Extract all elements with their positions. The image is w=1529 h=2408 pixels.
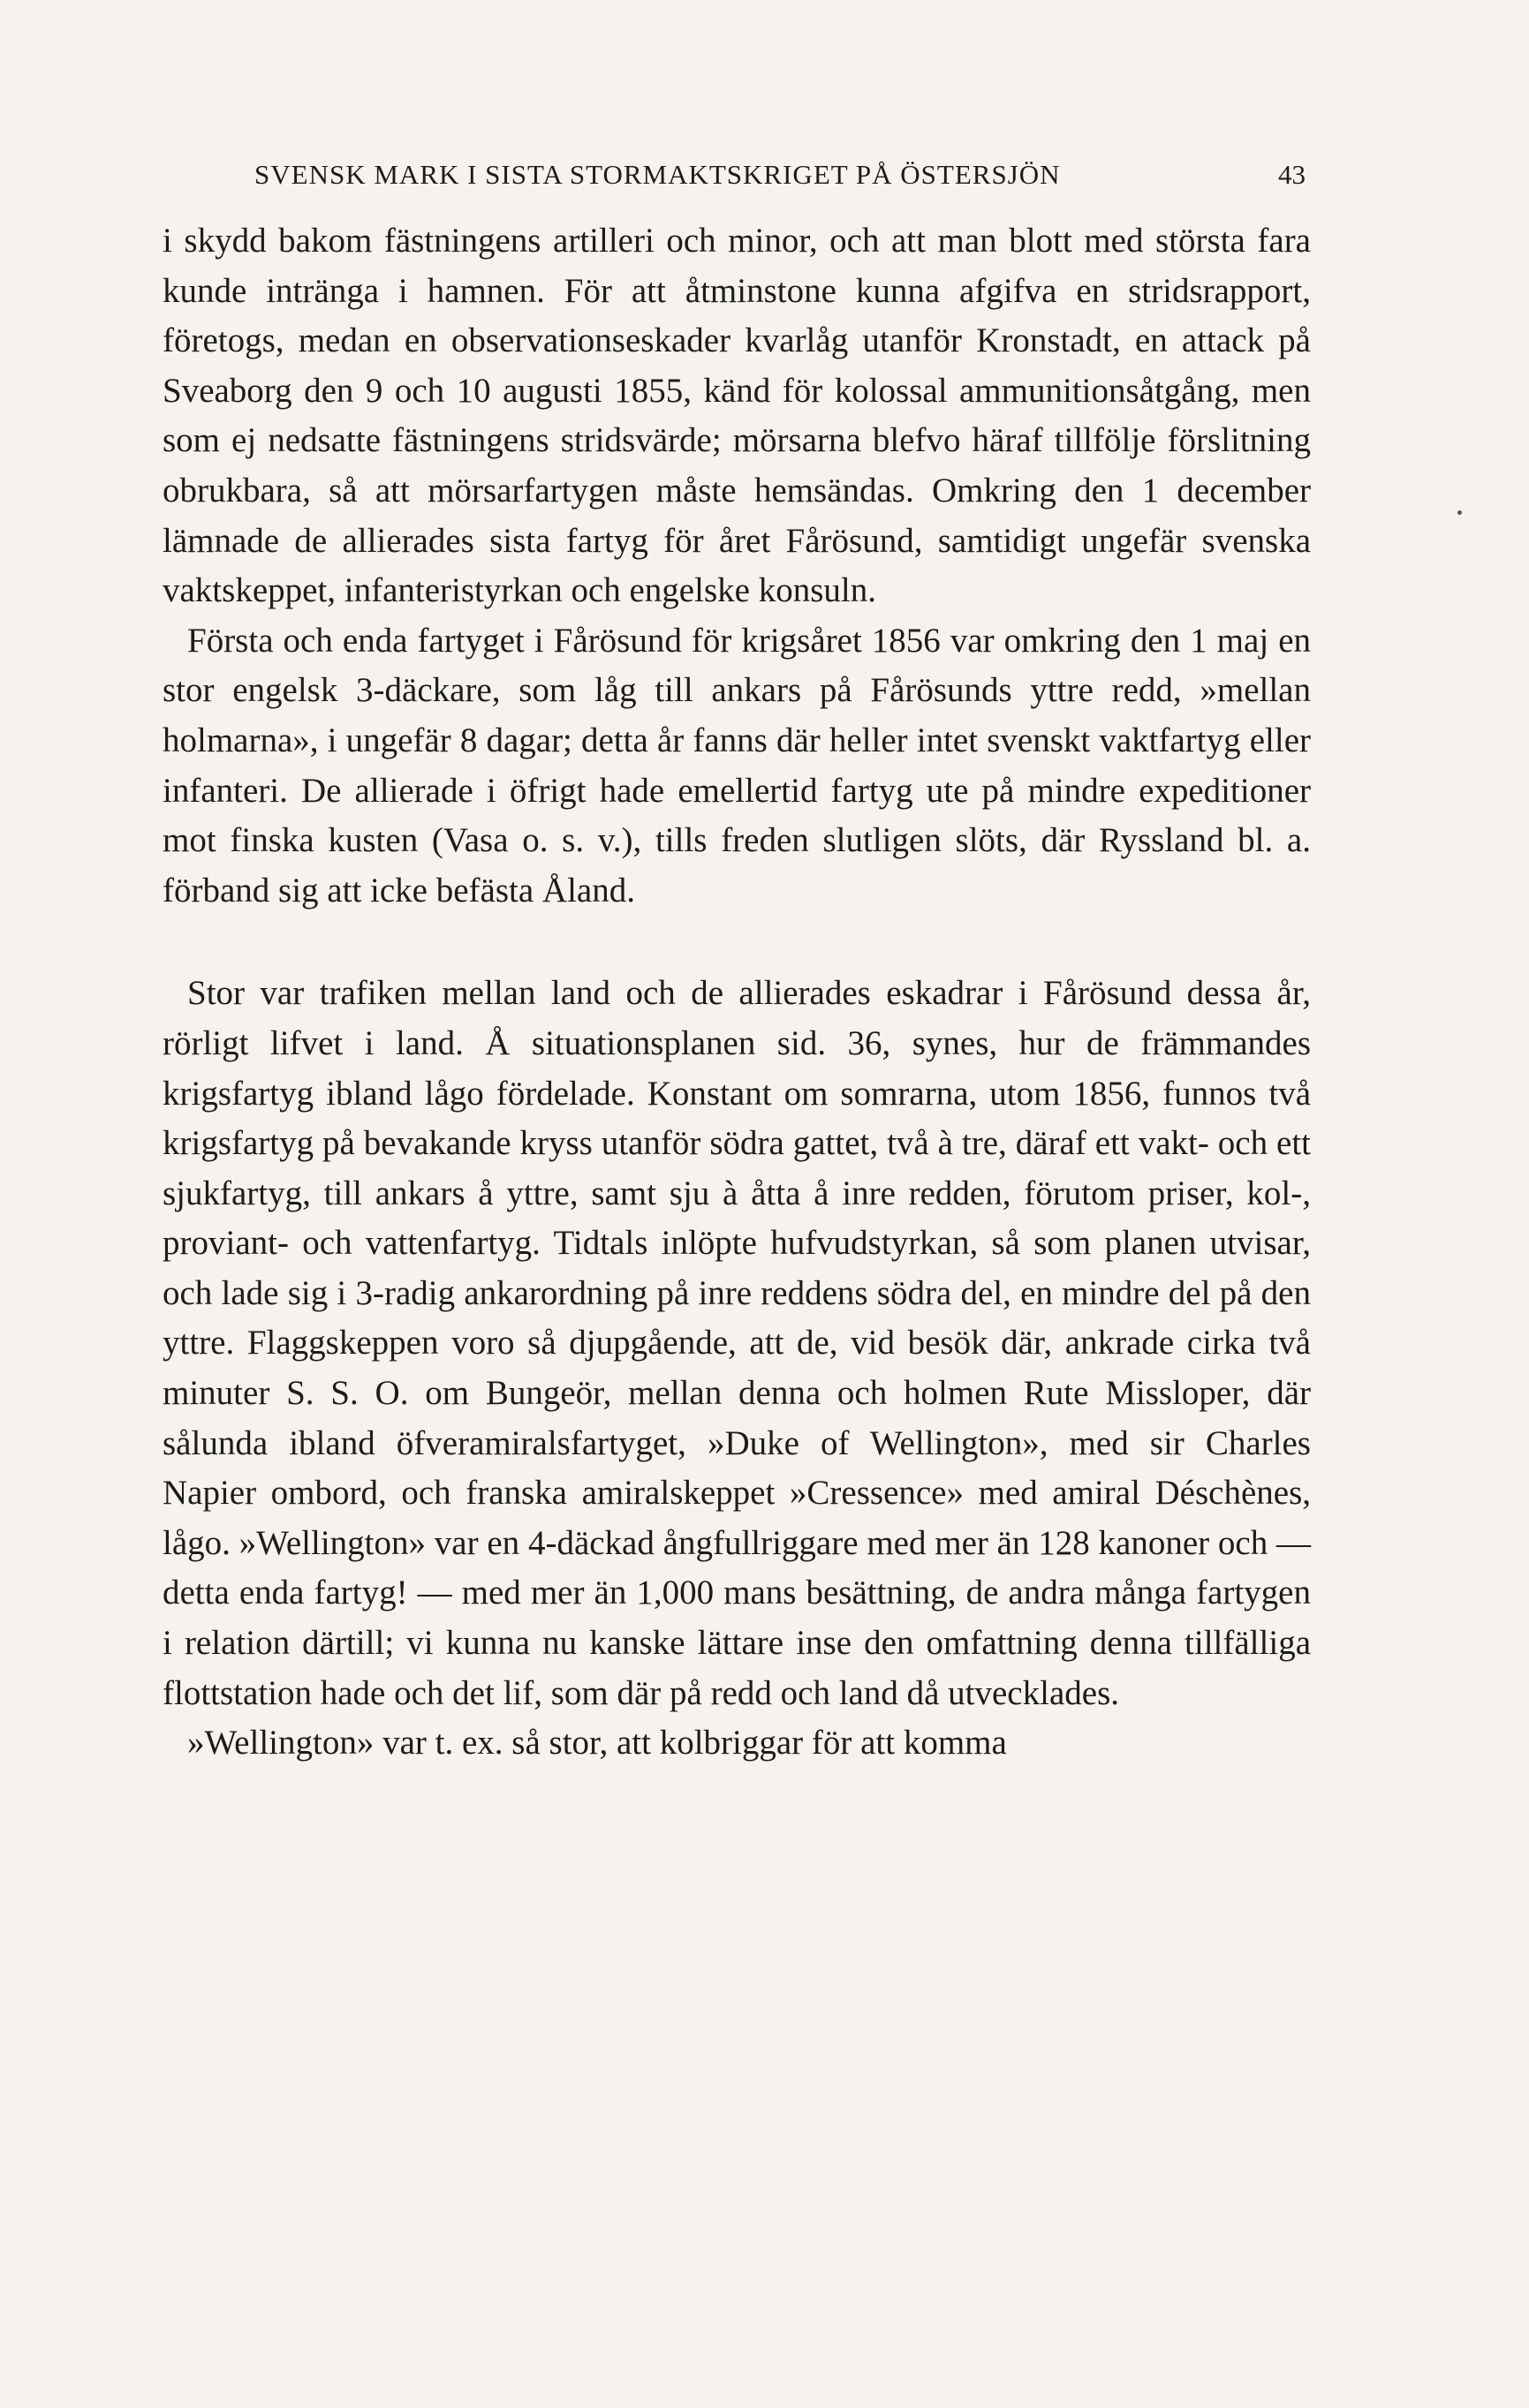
running-head [254,159,1306,203]
paragraph-1856: Första och enda fartyget i Fårösund för krigsåret 1856 var omkring den 1 maj en stor engelsk 3-däckare, som låg till ankars på Fårösunds yttre redd, »mellan holmarna», i ungefär 8 dagar; detta år fanns där heller intet svenskt vaktfartyg eller infanteri. De allierade i öfrigt hade emellertid fartyg ute på mindre expeditioner mot finska kusten (Vasa o. s. v.), tills freden slutligen slöts, där Ryssland bl. a. förband sig att icke befästa Åland. [163,621,1311,910]
paragraph-traffic: Stor var trafiken mellan land och de allierades eskadrar i Fårösund dessa år, rörligt lifvet i land. Å situationsplanen sid. 36, synes, hur de främmandes krigsfartyg ibland lågo fördelade. Konstant om somrarna, utom 1856, funnos två krigsfartyg på bevakande kryss utanför södra gattet, två à tre, däraf ett vakt- och ett sjukfartyg, till ankars å yttre, samt sju à åtta å inre redden, förutom priser, kol-, proviant- och vattenfartyg. Tidtals inlöpte hufvudstyrkan, så som planen utvisar, och lade sig i 3-radig ankarordning på inre reddens södra del, en mindre del på den yttre. Flaggskeppen voro så djupgående, att de, vid besök där, ankrade cirka två minuter S. S. O. om Bungeör, mellan denna och holmen Rute Missloper, där sålunda ibland öfveramiralsfartyget, »Duke of Wellington», med sir Charles Napier ombord, och franska amiralskeppet »Cressence» med amiral Déschènes, lågo. »Wellington» var en 4-däckad ångfullriggare med mer än 128 kanoner och — detta enda fartyg! — med mer än 1,000 mans besättning, de andra många fartygen i relation därtill; vi kunna nu kanske lättare inse den omfattning denna tillfälliga flottstation hade och det lif, som där på redd och land då utvecklades. [163,974,1311,1712]
body-text [163,216,1311,1769]
running-title: SVENSK MARK I SISTA STORMAKTSKRIGET PÅ ÖSTERSJÖN [254,159,1061,190]
section-break [163,916,1311,969]
page-number: 43 [1278,159,1306,190]
paragraph-continuation: i skydd bakom fästningens artilleri och minor, och att man blott med största fara kunde intränga i hamnen. För att åtminstone kunna afgifva en stridsrapport, företogs, medan en observationseskader kvarlåg utanför Kronstadt, en attack på Sveaborg den 9 och 10 augusti 1855, känd för kolossal ammunitionsåtgång, men som ej nedsatte fästningens stridsvärde; mörsarna blefvo häraf tillfölje förslitning obrukbara, så att mörsarfartygen måste hemsändas. Omkring den 1 december lämnade de allierades sista fartyg för året Fårösund, samtidigt ungefär svenska vaktskeppet, infanteristyrkan och engelske konsuln. [163,222,1311,610]
margin-mark [1457,510,1462,515]
paragraph-wellington: »Wellington» var t. ex. så stor, att kolbriggar för att komma [187,1724,1007,1763]
